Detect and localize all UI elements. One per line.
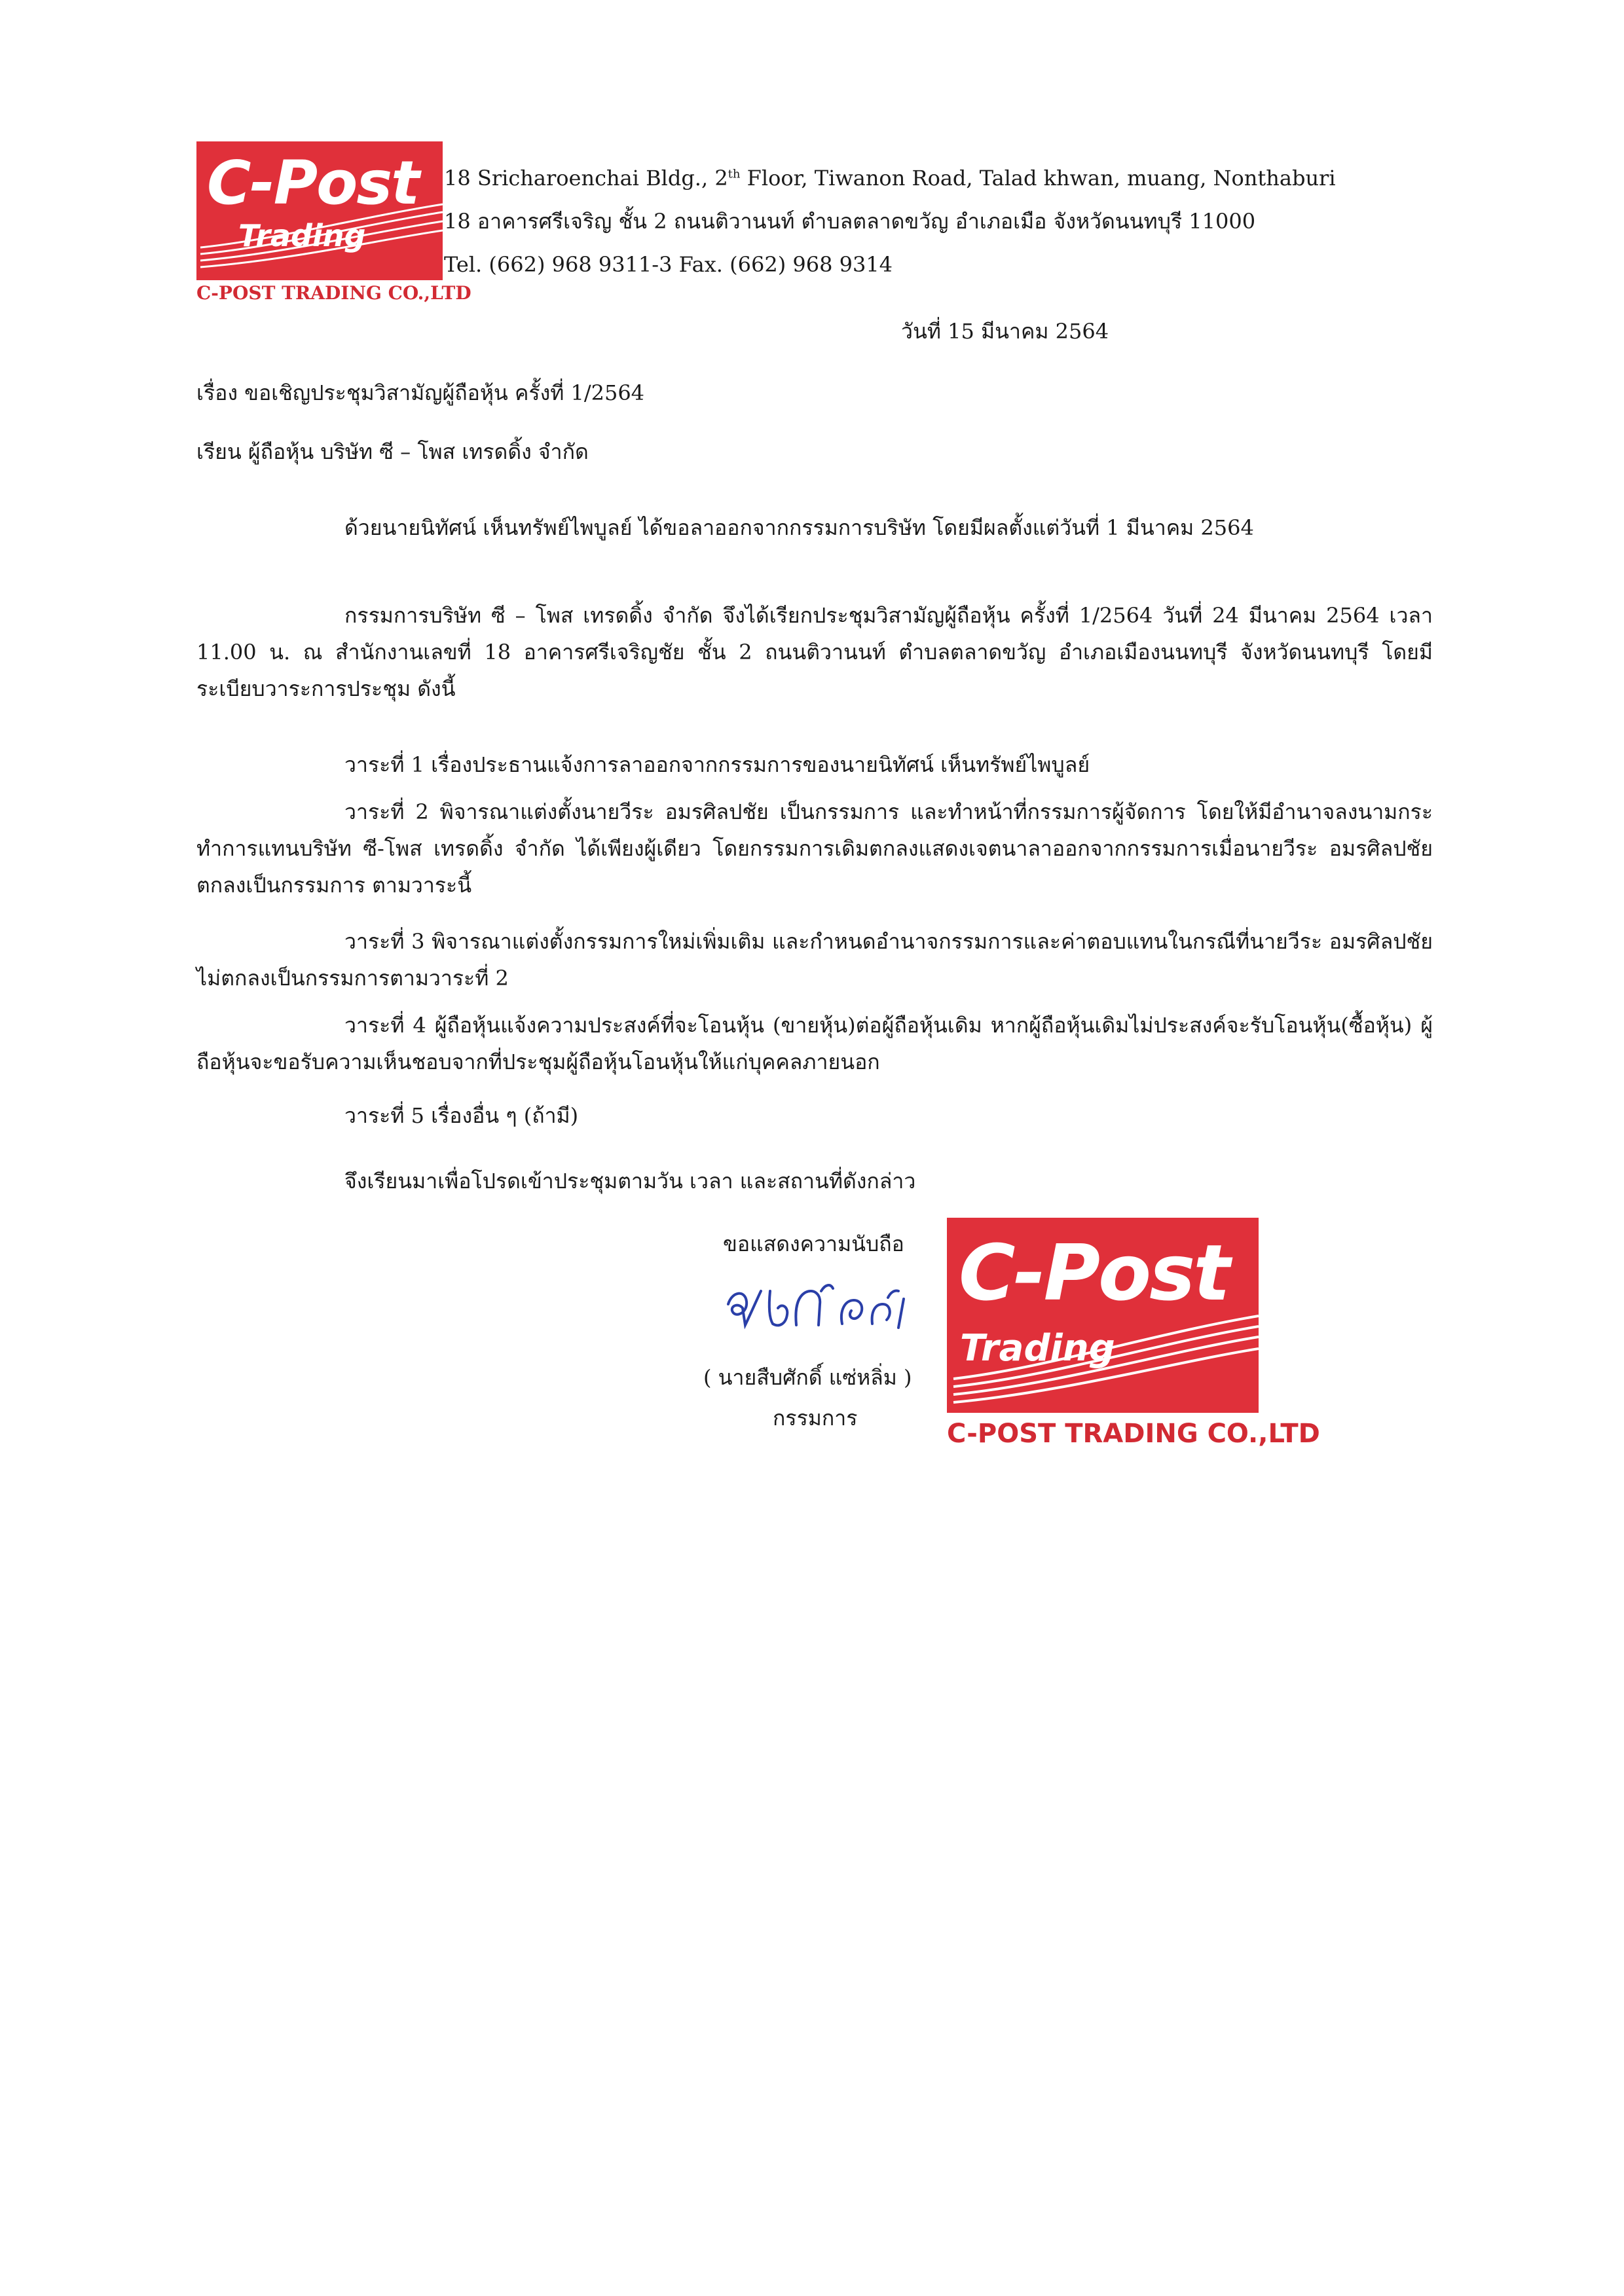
- address-english: [444, 165, 1336, 191]
- signer-name: ( นายสืบศักดิ์ แซ่หลิ่ม ): [703, 1365, 912, 1390]
- handwritten-signature: [723, 1265, 919, 1339]
- letter-date: วันที่ 15 มีนาคม 2564: [901, 319, 1109, 344]
- signer-position: กรรมการ: [773, 1406, 858, 1430]
- agenda-item-1: วาระที่ 1 เรื่องประธานแจ้งการลาออกจากกรรมการของนายนิทัศน์ เห็นทรัพย์ไพบูลย์: [344, 752, 1090, 777]
- address-english-part2: Floor, Tiwanon Road, Talad khwan, muang, Nonthaburi: [740, 166, 1336, 191]
- address-thai: 18 อาคารศรีเจริญ ชั้น 2 ถนนติวานนท์ ตำบลตลาดขวัญ อำเภอเมือ จังหวัดนนทบุรี 11000: [444, 209, 1256, 234]
- contact-line: Tel. (662) 968 9311-3 Fax. (662) 968 9314: [444, 252, 893, 277]
- stamp-main-text: C-Post: [959, 1228, 1228, 1318]
- company-stamp: [947, 1218, 1259, 1413]
- address-english-part1: 18 Sricharoenchai Bldg., 2: [444, 166, 728, 191]
- agenda-item-4: วาระที่ 4 ผู้ถือหุ้นแจ้งความประสงค์ที่จะโอนหุ้น (ขายหุ้น)ต่อผู้ถือหุ้นเดิม หากผู้ถือหุ้นเดิมไม่ประสงค์จะรับโอนหุ้น(ซื้อหุ้น) ผู้ถือหุ้นจะขอรับความเห็นชอบจากที่ประชุมผู้ถือหุ้นโอนหุ้นให้แก่บุคคลภายนอก: [196, 1013, 1433, 1074]
- agenda-item-2: วาระที่ 2 พิจารณาแต่งตั้งนายวีระ อมรศิลปชัย เป็นกรรมการ และทำหน้าที่กรรมการผู้จัดการ โดยให้มีอำนาจลงนามกระทำการแทนบริษัท ซี-โพส เทรดดิ้ง จำกัด ได้เพียงผู้เดียว โดยกรรมการเดิมตกลงแสดงเจตนาลาออกจากกรรมการเมื่อนายวีระ อมรศิลปชัย ตกลงเป็นกรรมการ ตามวาระนี้: [196, 799, 1433, 898]
- letter-subject: เรื่อง ขอเชิญประชุมวิสามัญผู้ถือหุ้น ครั้งที่ 1/2564: [196, 380, 645, 405]
- agenda-item-3: วาระที่ 3 พิจารณาแต่งตั้งกรรมการใหม่เพิ่มเติม และกำหนดอำนาจกรรมการและค่าตอบแทนในกรณีที่นายวีระ อมรศิลปชัย ไม่ตกลงเป็นกรรมการตามวาระที่ 2: [196, 929, 1433, 991]
- logo-main-text: C-Post: [207, 148, 419, 218]
- paragraph-resignation: ด้วยนายนิทัศน์ เห็นทรัพย์ไพบูลย์ ได้ขอลาออกจากกรรมการบริษัท โดยมีผลตั้งแต่วันที่ 1 มีนาคม 2564: [344, 515, 1254, 540]
- paragraph-meeting: กรรมการบริษัท ซี – โพส เทรดดิ้ง จำกัด จึงได้เรียกประชุมวิสามัญผู้ถือหุ้น ครั้งที่ 1/2564 วันที่ 24 มีนาคม 2564 เวลา 11.00 น. ณ สำนักงานเลขที่ 18 อาคารศรีเจริญชัย ชั้น 2 ถนนติวานนท์ ตำบลตลาดขวัญ อำเภอเมืองนนทบุรี จังหวัดนนทบุรี โดยมีระเบียบวาระการประชุม ดังนี้: [196, 603, 1433, 701]
- stamp-caption: C-POST TRADING CO.,LTD: [947, 1419, 1320, 1449]
- address-english-superscript: th: [728, 167, 741, 181]
- closing-line: จึงเรียนมาเพื่อโปรดเข้าประชุมตามวัน เวลา และสถานที่ดังกล่าว: [344, 1169, 916, 1194]
- regards-line: ขอแสดงความนับถือ: [723, 1231, 904, 1256]
- company-name-caption: C-POST TRADING CO.,LTD: [196, 282, 471, 304]
- agenda-item-5: วาระที่ 5 เรื่องอื่น ๆ (ถ้ามี): [344, 1103, 579, 1128]
- logo-sub-text: Trading: [238, 218, 366, 253]
- company-logo: [196, 141, 443, 280]
- letter-addressee: เรียน ผู้ถือหุ้น บริษัท ซี – โพส เทรดดิ้ง จำกัด: [196, 439, 589, 464]
- stamp-sub-text: Trading: [960, 1327, 1115, 1370]
